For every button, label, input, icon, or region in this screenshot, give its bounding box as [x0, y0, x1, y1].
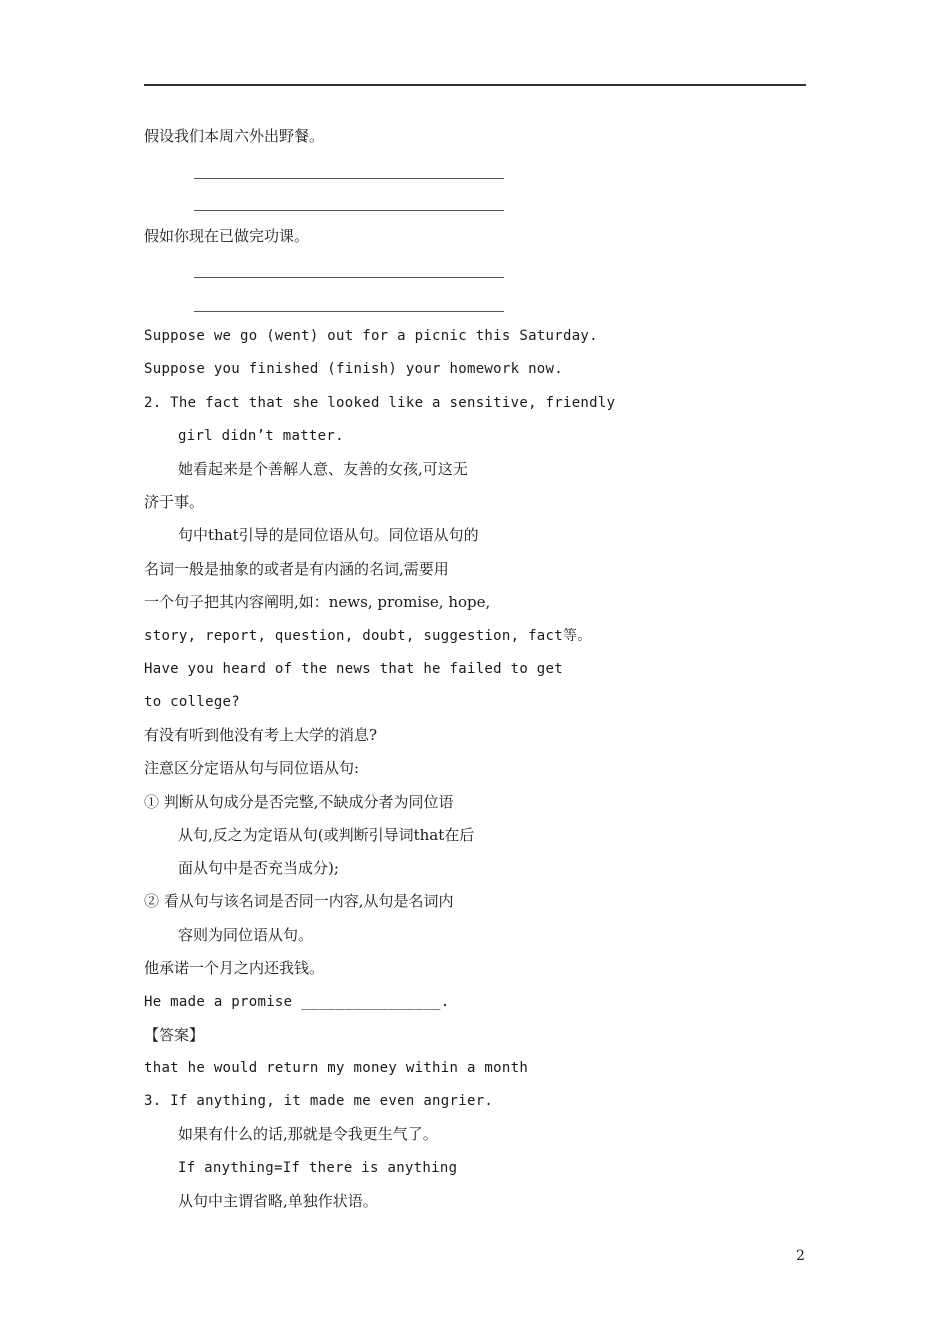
- text-line: 济于事。: [144, 493, 205, 511]
- text-line: Suppose you finished (finish) your homework now.: [144, 361, 563, 377]
- text-line: 一个句子把其内容阐明,如：news, promise, hope,: [144, 593, 491, 611]
- text-line: Have you heard of the news that he failed to get: [144, 661, 563, 677]
- text-line: to college?: [144, 694, 241, 710]
- text-line: 她看起来是个善解人意、友善的女孩,可这无: [178, 460, 468, 478]
- answer-blank: [194, 311, 504, 312]
- text-line: 从句中主谓省略,单独作状语。: [178, 1192, 378, 1210]
- text-line: 注意区分定语从句与同位语从句:: [144, 759, 360, 777]
- answer-blank: [194, 178, 504, 179]
- text-line: 3. If anything, it made me even angrier.: [144, 1093, 494, 1109]
- text-line: If anything=If there is anything: [178, 1160, 458, 1176]
- text-line: 假如你现在已做完功课。: [144, 227, 310, 245]
- text-line: 他承诺一个月之内还我钱。: [144, 959, 325, 977]
- text-line: 2. The fact that she looked like a sensitive, friendly: [144, 395, 616, 411]
- text-line: 从句,反之为定语从句(或判断引导词that在后: [178, 826, 475, 844]
- answer-blank: [194, 277, 504, 278]
- text-line: story, report, question, doubt, suggestion, fact等。: [144, 628, 592, 644]
- answer-text: that he would return my money within a month: [144, 1060, 529, 1076]
- text-line: 容则为同位语从句。: [178, 926, 314, 944]
- text-line: girl didn’t matter.: [178, 428, 344, 444]
- answer-heading: 【答案】: [144, 1026, 205, 1044]
- text-line: ① 判断从句成分是否完整,不缺成分者为同位语: [144, 793, 454, 811]
- text-line: 有没有听到他没有考上大学的消息?: [144, 726, 378, 744]
- fill-in-question: He made a promise ________________.: [144, 994, 450, 1010]
- page-number: 2: [796, 1248, 805, 1264]
- text-line: Suppose we go (went) out for a picnic this Saturday.: [144, 328, 598, 344]
- text-line: 名词一般是抽象的或者是有内涵的名词,需要用: [144, 560, 449, 578]
- text-line: 如果有什么的话,那就是令我更生气了。: [178, 1125, 438, 1143]
- text-line: 面从句中是否充当成分);: [178, 859, 339, 877]
- text-line: 句中that引导的是同位语从句。同位语从句的: [178, 526, 479, 544]
- answer-blank: [194, 210, 504, 211]
- text-line: ② 看从句与该名词是否同一内容,从句是名词内: [144, 892, 454, 910]
- header-rule: [144, 84, 806, 86]
- text-line: 假设我们本周六外出野餐。: [144, 127, 325, 145]
